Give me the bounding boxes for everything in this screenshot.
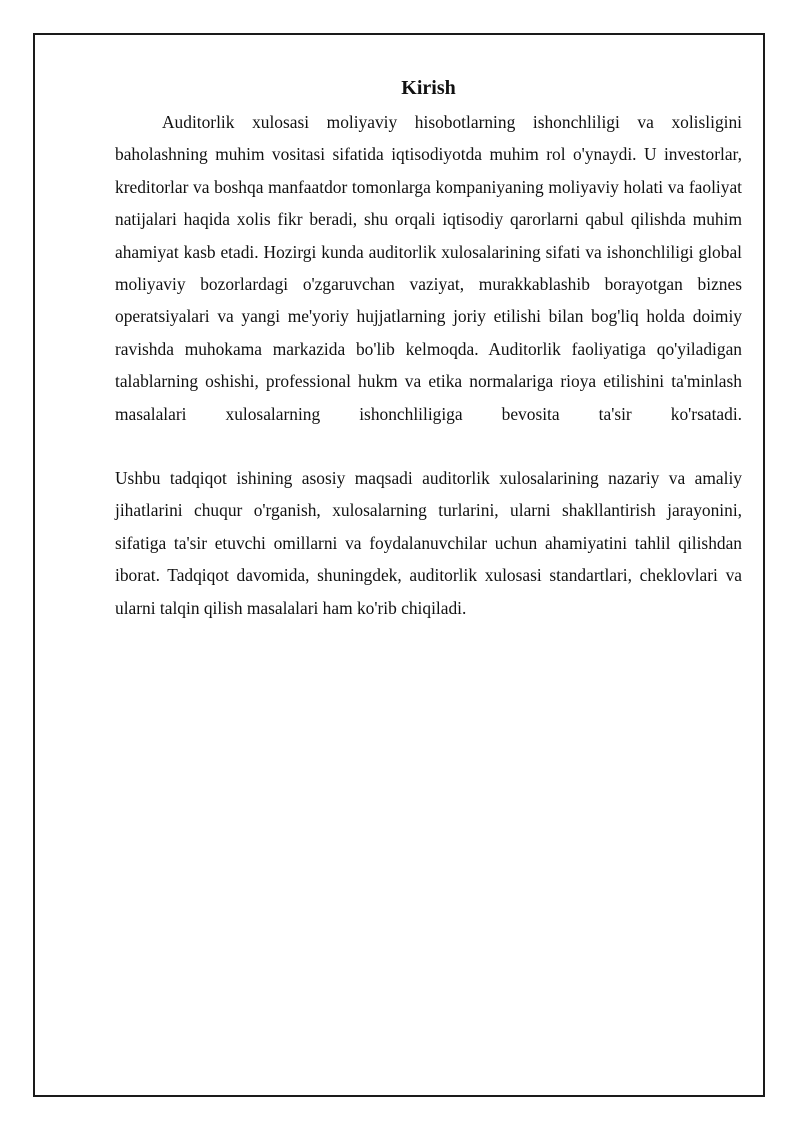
paragraph-introduction: Auditorlik xulosasi moliyaviy hisobotlarning ishonchliligi va xolisligini baholashning muhim vositasi sifatida iqtisodiyotda muhim rol o'ynaydi. U investorlar, kreditorlar va boshqa manfaatdor tomonlarga kompaniyaning moliyaviy holati va faoliyat natijalari haqida xolis fikr beradi, shu orqali iqtisodiy qarorlarni qabul qilishda muhim ahamiyat kasb etadi. Hozirgi kunda auditorlik xulosalarining sifati va ishonchliligi global moliyaviy bozorlardagi o'zgaruvchan vaziyat, murakkablashib borayotgan biznes operatsiyalari va yangi me'yoriy hujjatlarning joriy etilishi bilan bog'liq holda doimiy ravishda muhokama markazida bo'lib kelmoqda. Auditorlik faoliyatiga qo'yiladigan talablarning oshishi, professional hukm va etika normalariga rioya etilishini ta'minlash masalalari xulosalarning ishonchliligiga bevosita ta'sir ko'rsatadi.	[115, 112, 742, 424]
paragraph-gap	[115, 430, 742, 462]
paragraph-research-goal: Ushbu tadqiqot ishining asosiy maqsadi auditorlik xulosalarining nazariy va amaliy jihatlarini chuqur o'rganish, xulosalarning turlarini, ularni shakllantirish jarayonini, sifatiga ta'sir etuvchi omillarni va foydalanuvchilar uchun ahamiyatini tahlil qilishdan iborat. Tadqiqot davomida, shuningdek, auditorlik xulosasi standartlari, cheklovlari va ularni talqin qilish masalalari ham ko'rib chiqiladi.	[115, 468, 742, 618]
document-body	[115, 74, 742, 624]
section-heading: Kirish	[401, 77, 456, 99]
